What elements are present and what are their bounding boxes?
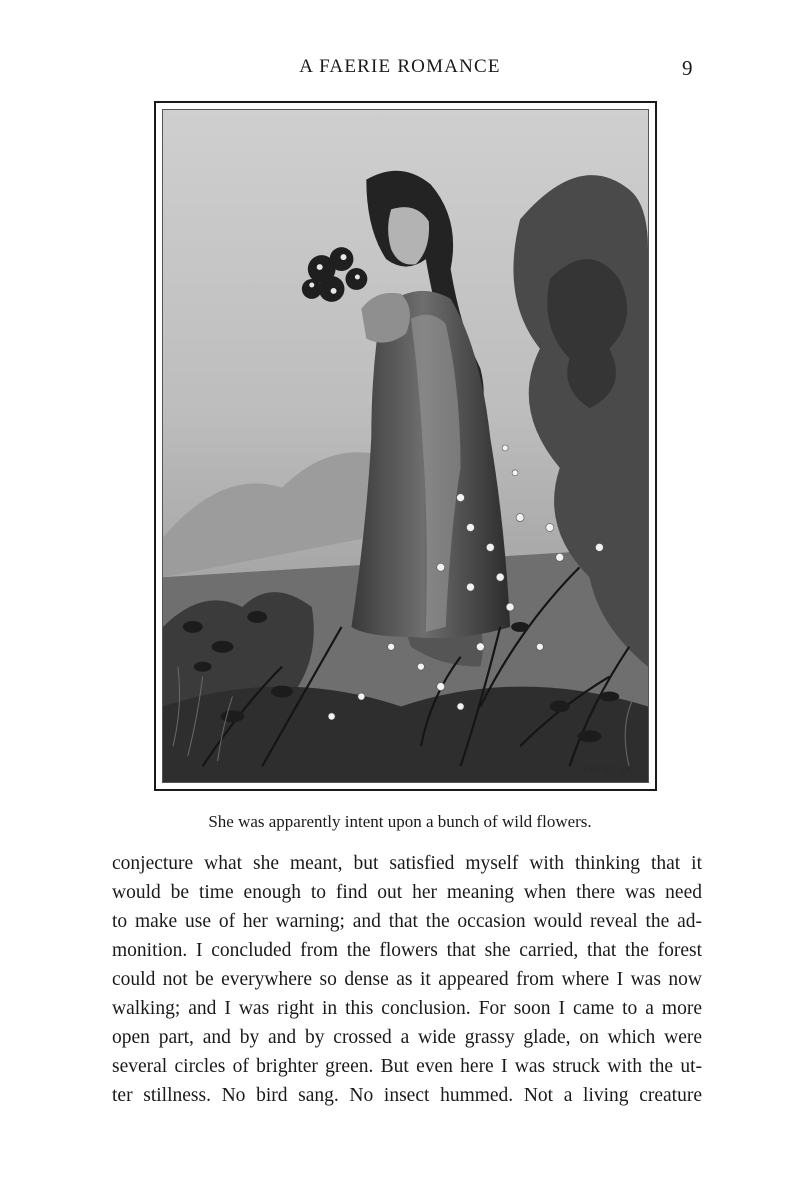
page-number: 9 (682, 56, 693, 80)
illustration-engraving (163, 110, 648, 782)
text-line: open part, and by and by crossed a wide grassy glade, on which were (112, 1027, 702, 1048)
body-text (112, 849, 702, 1110)
text-line: would be time enough to find out her meaning when there was need (112, 882, 702, 903)
text-line: walking; and I was right in this conclusion. For soon I came to a more (112, 998, 702, 1019)
artist-signature: J.BERG.DC. (581, 765, 638, 776)
illustration-caption: She was apparently intent upon a bunch of wild flowers. (208, 812, 592, 831)
running-title: A FAERIE ROMANCE (299, 56, 501, 77)
illustration-plate (154, 101, 657, 791)
text-line: to make use of her warning; and that the occasion would reveal the ad- (112, 911, 702, 932)
text-line: ter stillness. No bird sang. No insect hummed. Not a living creature (112, 1085, 702, 1106)
text-line: monition. I concluded from the flowers that she carried, that the forest (112, 940, 702, 961)
illustration-frame (162, 109, 649, 783)
text-line: could not be everywhere so dense as it appeared from where I was now (112, 969, 702, 990)
text-line: several circles of brighter green. But even here I was struck with the ut- (112, 1056, 702, 1077)
text-line: conjecture what she meant, but satisfied myself with thinking that it (112, 853, 702, 874)
running-head (0, 56, 800, 86)
